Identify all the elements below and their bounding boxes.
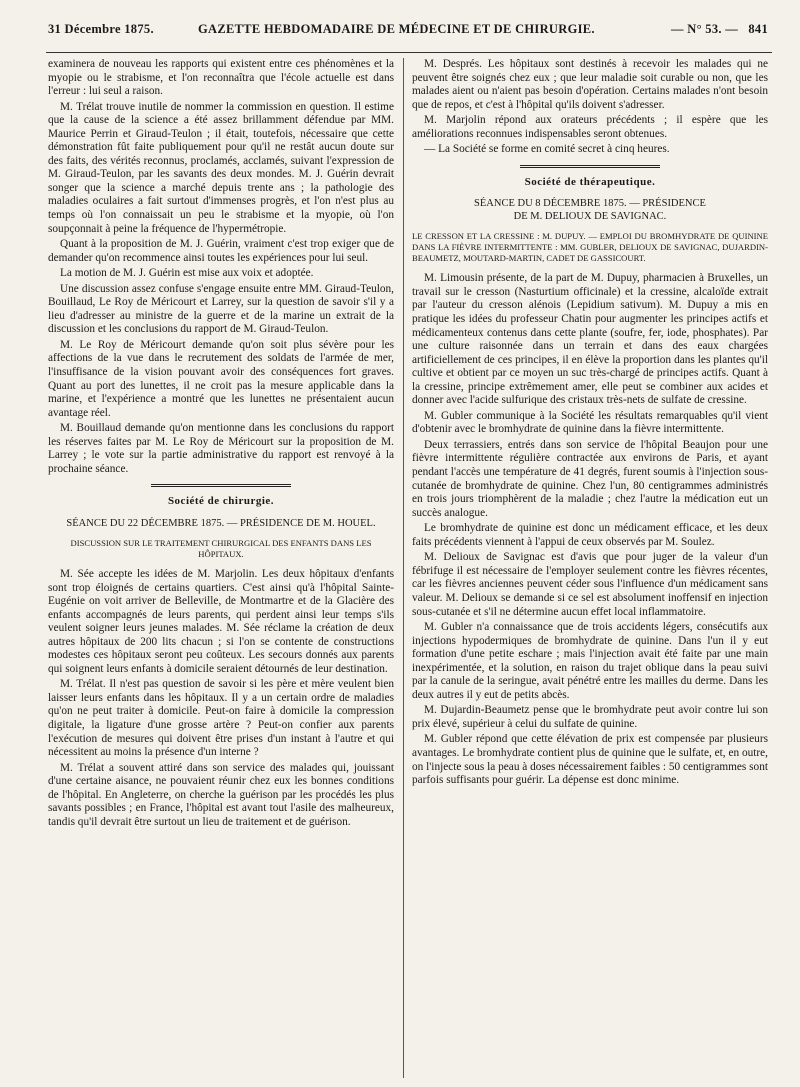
paragraph: M. Marjolin répond aux orateurs précédents ; il espère que les améliorations reconnues indispensables seront obtenues.: [412, 114, 768, 140]
paragraph: Une discussion assez confuse s'engage ensuite entre MM. Giraud-Teulon, Bouillaud, Le Roy de Méricourt et Larrey, sur la question de savoir s'il y a lieu d'adresser au ministre de la guerre et de la marine un extrait de la discussion et les conclusions du rapport de M. Giraud-Teulon.: [48, 282, 394, 336]
session-topic: DISCUSSION SUR LE TRAITEMENT CHIRURGICAL DES ENFANTS DANS LES HÔPITAUX.: [70, 537, 372, 559]
paragraph: M. Sée accepte les idées de M. Marjolin. Les deux hôpitaux d'enfants sont trop éloignés de certains quartiers. C'est ainsi qu'à l'hôpital Sainte-Eugénie on voit arriver de Belleville, de Montmartre et de la Glacière des enfants accompagnés de leurs parents, qui perdent ainsi leur temps s'ils veulent soigner leurs jeunes malades. M. Sée réclame la création de deux autres hôpitaux de 200 lits chacun ; si l'on se contente de constructions modestes ces hôpitaux seront peu coûteux. Les secours donnés aux parents qui soignent leurs enfants à domicile seraient détournés de leur destination.: [48, 567, 394, 675]
session-heading-line: SÉANCE DU 8 DÉCEMBRE 1875. — PRÉSIDENCE: [474, 198, 706, 210]
paragraph: M. Trélat a souvent attiré dans son service des malades qui, jouissant d'une certaine aisance, ne pouvaient réunir chez eux les bonnes conditions de l'hôpital. En Angleterre, on cherche la guérison par les procédés les plus savants possibles ; en France, l'hôpital est avant tout l'asile des malheureux, tandis qu'il devrait être surtout un lieu de traitement et de guérison.: [48, 761, 394, 828]
section-separator: [520, 165, 660, 168]
column-divider: [403, 58, 404, 1078]
paragraph: M. Trélat trouve inutile de nommer la commission en question. Il estime que la cause de la science a été assez brillamment défendue par MM. Maurice Perrin et Giraud-Teulon ; il était, toutefois, nécessaire que cette démonstration fût faite publiquement pour qu'il ne restât aucun doute sur des faits, des vérités reconnus, proclamés, acclamés, suivant l'expression de M. Giraud-Teulon, par les savants des deux mondes. M. J. Guérin devrait songer que la science a marché depuis trente ans ; la pathologie des maladies oculaires a fait surtout d'immenses progrès, et l'on n'est plus au temps où l'on connaissait un peu le strabisme et la myopie, où l'on soupçonnait à peine la fréquence de l'hypermétropie.: [48, 100, 394, 235]
paragraph: M. Gubler n'a connaissance que de trois accidents légers, consécutifs aux injections hypodermiques de bromhydrate de quinine. Dans l'un il y eut formation d'une petite eschare ; mais l'injection avait été faite par une main inexpérimentée, et la solution, en raison du trajet oblique dans la peau suivi par la canule de la seringue, avait pénétré entre les mailles du derme. Dans les deux autres il y eut de petits abcès.: [412, 621, 768, 701]
society-heading: Société de chirurgie.: [167, 495, 275, 508]
section-separator: [151, 484, 291, 487]
paragraph: M. Delioux de Savignac est d'avis que pour juger de la valeur d'un fébrifuge il est nécessaire de l'employer seulement contre les fièvres récentes, car les fièvres anciennes peuvent céder sous l'influence d'un médicament sans valeur. M. Delioux se demande si ce sel est absolument inoffensif en injection sous-cutanée et s'il ne détermine aucun effet local inflammatoire.: [412, 551, 768, 618]
paragraph: M. Le Roy de Méricourt demande qu'on soit plus sévère pour les affections de la vue dans le recrutement des soldats de l'armée de mer, l'insuffisance de la vision pouvant avoir des conséquences fort graves. Quant au port des lunettes, il ne croit pas la mesure applicable dans la marine, et l'expérience a montré que les lunettes ne présentaient aucun avantage réel.: [48, 338, 394, 419]
paragraph: Deux terrassiers, entrés dans son service de l'hôpital Beaujon pour une fièvre intermittente régulière contractée aux environs de Paris, et ayant pendant l'accès une température de 41 degrés, furent soumis à l'injection sous-cutanée de bromhydrate de quinine. Chez l'un, 80 centigrammes administrés en trois jours triomphèrent de la maladie ; chez l'autre la médication eut un succès analogue.: [412, 438, 768, 519]
header-rule: [46, 52, 772, 53]
issue-number: — N° 53. —: [671, 22, 739, 36]
session-heading: SÉANCE DU 22 DÉCEMBRE 1875. — PRÉSIDENCE DE M. HOUEL.: [66, 517, 376, 529]
page-number: 841: [748, 22, 768, 36]
paragraph: — La Société se forme en comité secret à cinq heures.: [424, 143, 670, 156]
paragraph: M. Limousin présente, de la part de M. Dupuy, pharmacien à Bruxelles, un travail sur le cresson (Nasturtium officinale) et la cressine, alcaloïde extrait par l'auteur du cresson alénois (Lepidium sativum). M. Dupuy a mis en pratique les idées du professeur Chatin pour augmenter les principes actifs et médicamenteux contenus dans cette plante (soufre, fer, iode, phosphates). Par une culture raisonnée dans un terrain et dans des eaux chargées artificiellement de ces principes, il en élève la proportion dans les plantes qu'il cultive et obtient par ce moyen un suc très-chargé de principes actifs. Quant à la cressine, principe extrêmement amer, elle peut se combiner aux acides et donner avec l'acide sulfurique des cristaux très-nets de sulfate de cressine.: [412, 272, 768, 407]
page-header: [48, 22, 768, 42]
session-heading: [412, 197, 768, 223]
paragraph: Quant à la proposition de M. J. Guérin, vraiment c'est trop exiger que de demander qu'on recommence ainsi toutes les expériences pour lui seul.: [48, 238, 394, 264]
left-column: [48, 58, 394, 1078]
paragraph: M. Gubler répond que cette élévation de prix est compensée par plusieurs avantages. Le bromhydrate contient plus de quinine que le sulfate, et, en outre, on l'injecte sous la peau à doses nécessairement faibles : 50 centigrammes sont parfois suffisants pour guérir. La dépense est donc minime.: [412, 733, 768, 787]
session-topic: LE CRESSON ET LA CRESSINE : M. DUPUY. — EMPLOI DU BROMHYDRATE DE QUININE DANS LA FIÈVRE INTERMITTENTE : MM. GUBLER, DELIOUX DE SAVIGNAC, DUJARDIN-BEAUMETZ, MOUTARD-MARTIN, CADET DE GASSICOURT.: [412, 231, 768, 264]
paragraph: La motion de M. J. Guérin est mise aux voix et adoptée.: [60, 267, 314, 280]
paragraph: M. Trélat. Il n'est pas question de savoir si les père et mère veulent bien laisser leurs enfants dans les hôpitaux. Il y a un certain ordre de maladies qu'on ne peut traiter à domicile. Peut-on faire à domicile la compression digitale, la ligature d'une grosse artère ? Peut-on confier aux parents l'exécution de mesures qui doivent être prises d'un instant à l'autre et qui nécessitent au moins la présence d'un interne ?: [48, 678, 394, 759]
society-heading: Société de thérapeutique.: [524, 175, 656, 188]
right-column: [412, 58, 768, 1078]
journal-title: GAZETTE HEBDOMADAIRE DE MÉDECINE ET DE CHIRURGIE.: [198, 22, 595, 36]
paragraph: M. Bouillaud demande qu'on mentionne dans les conclusions du rapport les réserves faites par M. Le Roy de Méricourt sur la proposition de M. Larrey ; le vote sur la partie administrative du rapport est renvoyé à la prochaine séance.: [48, 422, 394, 475]
issue-number-and-page: [671, 22, 768, 37]
session-heading-line: DE M. DELIOUX DE SAVIGNAC.: [513, 211, 667, 223]
paragraph: Le bromhydrate de quinine est donc un médicament efficace, et les deux faits précédents viennent à l'appui de ceux observés par M. Soulez.: [412, 522, 768, 548]
paragraph: examinera de nouveau les rapports qui existent entre ces phénomènes et la myopie ou le strabisme, et l'on reconnaîtra que l'école actuelle est dans l'erreur : lui seul a raison.: [48, 58, 394, 98]
paragraph: M. Dujardin-Beaumetz pense que le bromhydrate peut avoir contre lui son prix élevé, supérieur à celui du sulfate de quinine.: [412, 704, 768, 730]
paragraph: M. Gubler communique à la Société les résultats remarquables qu'il vient d'obtenir avec le bromhydrate de quinine dans la fièvre intermittente.: [412, 409, 768, 436]
paragraph: M. Després. Les hôpitaux sont destinés à recevoir les malades qui ne peuvent être soignés chez eux ; que leur maladie soit curable ou non, que les malades aient ou n'aient pas besoin d'opération. Certains malades n'ont besoin que de repos, et c'est à l'hôpital qu'ils doivent s'adresser.: [412, 58, 768, 111]
issue-date: 31 Décembre 1875.: [48, 22, 154, 36]
